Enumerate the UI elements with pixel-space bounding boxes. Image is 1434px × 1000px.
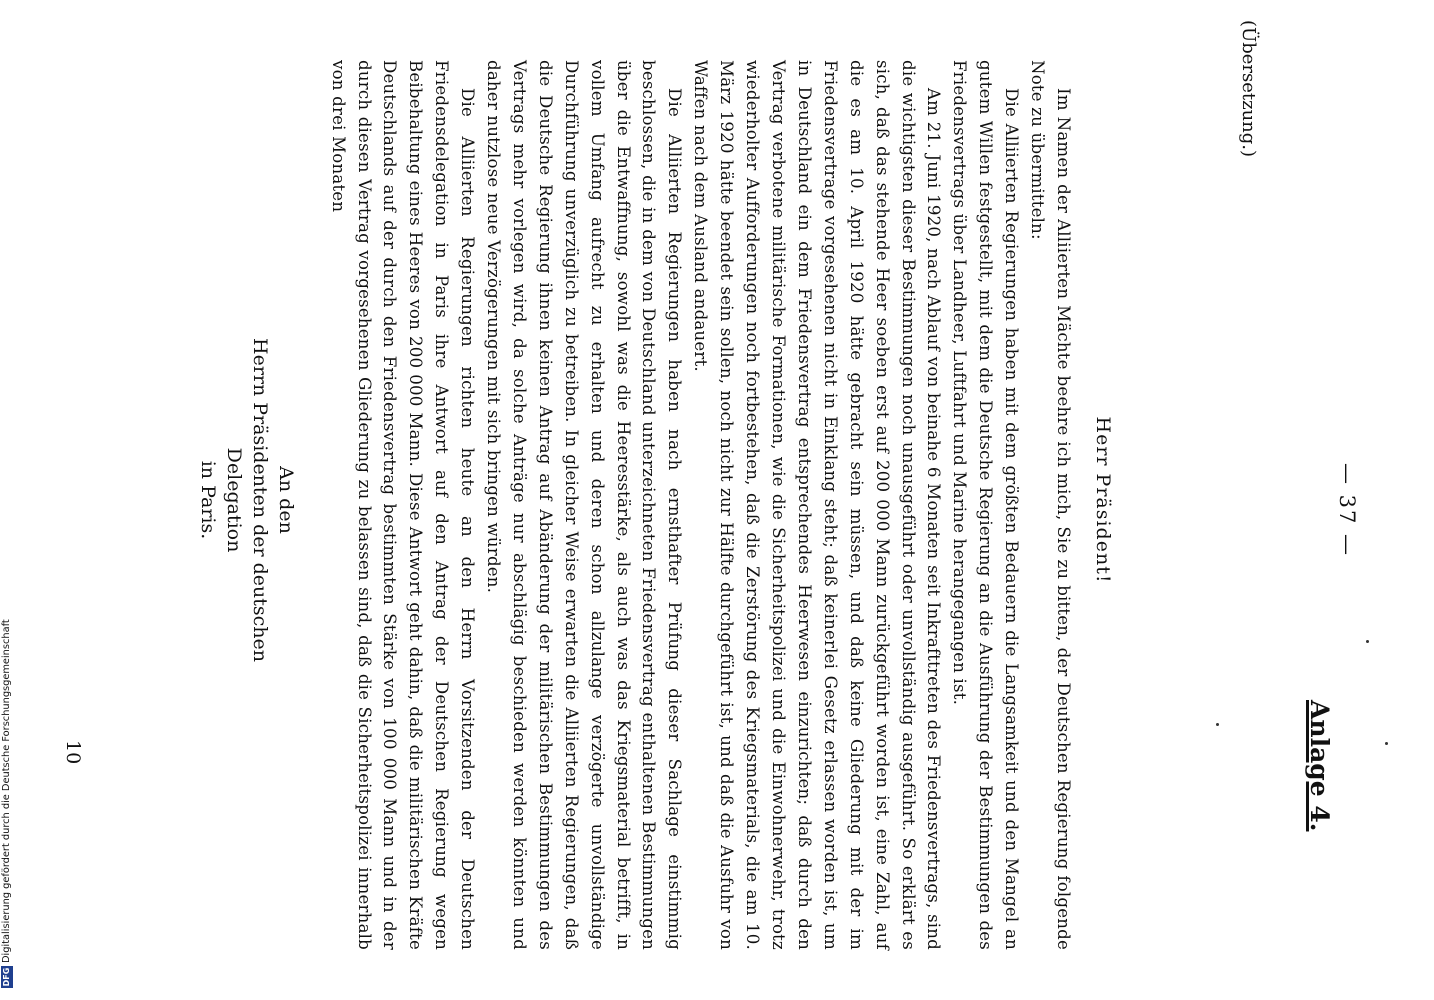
credit-text: Digitalisierung gefördert durch die Deutsche Forschungsgemeinschaft [1, 619, 12, 963]
paragraph: Die Alliierten Regierungen richten heute an den Herrn Vorsitzenden der Deutschen Friedensdelegation in Paris ihre Antwort auf den Antrag der Deutschen Regierung wegen Beibehaltung eines Heeres von 200 000 Mann. Diese Antwort geht dahin, daß die militärischen Kräfte Deutschlands auf der durch den Friedensvertrag bestimmten Stärke von 100 000 Mann und in der durch diesen Vertrag vorgesehenen Gliederung zu belassen sind, daß die Sicherheitspolizei innerhalb von drei Monaten [328, 60, 478, 950]
sheet-number: 10 [62, 740, 84, 765]
paragraph: Am 21. Juni 1920, nach Ablauf von beinahe 6 Monaten seit Inkrafttreten des Friedensvertrags, sind die wichtigsten dieser Bestimmungen noch unausgeführt oder unvollständig ausgeführt. So erklärt es sich, daß das stehende Heer soeben erst auf 200 000 Mann zurückgeführt worden ist, eine Zahl, auf die es am 10. April 1920 hätte gebracht sein müssen, und daß keine Gliederung mit der im Friedensvertrage vorgesehenen nicht in Einklang steht; daß keinerlei Gesetz erlassen worden ist, um in Deutschland ein dem Friedensvertrag entsprechendes Heerwesen einzurichten; daß durch den Vertrag verbotene militärische Formationen, wie die Sicherheitspolizei und die Einwohnerwehr, trotz wiederholter Aufforderungen noch fortbestehen, daß die Zerstörung des Kriegsmaterials, die am 10. März 1920 hätte beendet sein sollen, noch nicht zur Hälfte durchgeführt ist, und daß die Ausfuhr von Waffen nach dem Ausland andauert. [691, 60, 944, 950]
address-line: An den [275, 466, 297, 534]
address-line: Herrn Präsidenten der deutschen Delegation [223, 338, 271, 662]
scan-speck [1216, 723, 1219, 726]
paragraph: Die Alliierten Regierungen haben nach ernsthafter Prüfung dieser Sachlage einstimmig beschlossen, die in dem von Deutschland unterzeichneten Friedensvertrag enthaltenen Bestimmungen über die Entwaffnung, sowohl was die Heeresstärke, als auch was das Kriegsmaterial betrifft, in vollem Umfang aufrecht zu erhalten und deren schon allzulange verzögerte unvollständige Durchführung unverzüglich zu betreiben. In gleicher Weise erwarten die Alliierten Regierungen, daß die Deutsche Regierung ihnen keinen Antrag auf Abänderung der militärischen Bestimmungen des Vertrags mehr vorlegen wird, da solche Anträge nur abschlägig beschieden werden könnten und daher nutzlose neue Verzögerungen mit sich bringen würden. [484, 60, 685, 950]
address-line: in Paris. [197, 460, 219, 540]
address-block [195, 300, 299, 700]
salutation: Herr Präsident! [1092, 416, 1114, 584]
dfg-logo-icon: DFG [2, 967, 11, 987]
paragraph: Im Namen der Alliierten Mächte beehre ich mich, Sie zu bitten, der Deutschen Regierung folgende Note zu übermitteln: [1028, 60, 1073, 950]
letter-body [325, 60, 1076, 950]
annex-label: Anlage 4. [1305, 700, 1334, 832]
paragraph: Die Alliierten Regierungen haben mit dem größten Bedauern die Langsamkeit und den Mangel an gutem Willen festgestellt, mit dem die Deutsche Regierung an die Ausführung der Bestimmungen des Friedensvertrags über Landheer, Luftfahrt und Marine herangegangen ist. [950, 60, 1022, 950]
digitization-credit [0, 604, 14, 988]
scan-speck [1385, 742, 1388, 745]
page-number: — 37 — [1335, 462, 1359, 558]
scan-speck [1366, 640, 1369, 643]
translation-note: (Übersetzung.) [1238, 20, 1259, 158]
